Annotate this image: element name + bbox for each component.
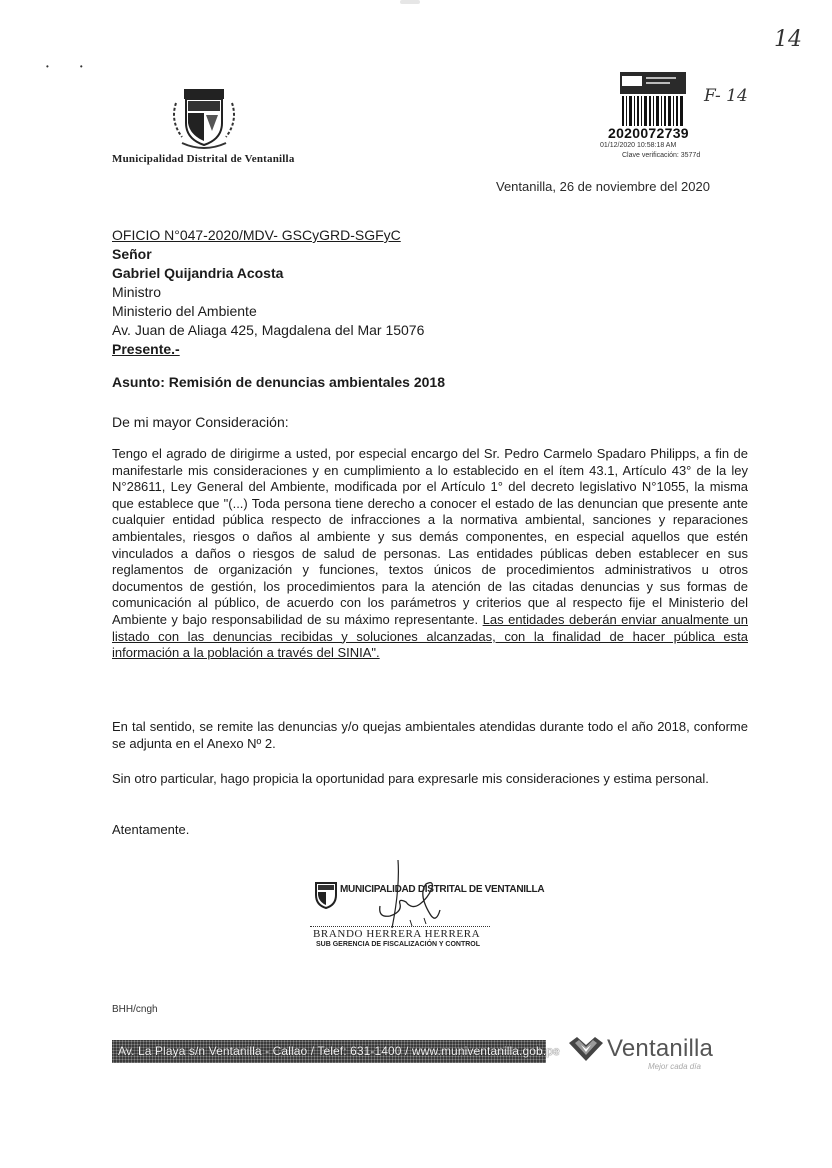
paragraph-1-underlined: Las entidades deberán enviar anualmente un listado con las denuncias recibidas y soluciones alcanzadas, con la finalidad de hacer pública esta información a la población a través del SINIA". [112,611,748,661]
scan-dots: • • [46,62,83,71]
signature-line [310,926,490,927]
recipient-name: Gabriel Quijandria Acosta [112,265,284,281]
subject-label: Asunto: [112,374,165,390]
municipal-crest-logo [168,83,240,153]
presente: Presente.- [112,341,180,357]
oficio-number: OFICIO N°047-2020/MDV- GSCyGRD-SGFyC [112,227,401,243]
registry-datetime: 01/12/2020 10:58:18 AM [600,142,677,149]
recipient-address: Av. Juan de Aliaga 425, Magdalena del Mar 15076 [112,322,425,338]
handwritten-signature [340,858,490,933]
registry-number: 2020072739 [608,125,689,141]
greeting: De mi mayor Consideración: [112,414,289,430]
registry-verification-key: Clave verificación: 3577d [622,152,701,159]
page-number: 14 [774,27,802,52]
letter-date: Ventanilla, 26 de noviembre del 2020 [496,179,710,194]
subject-text: Remisión de denuncias ambientales 2018 [168,374,446,390]
brand-tagline: Mejor cada día [648,1062,701,1071]
recipient-organization: Ministerio del Ambiente [112,303,257,319]
footer-address: Av. La Playa s/n Ventanilla - Callao / Telef: 631-1400 / www.muniventanilla.gob.pe [118,1044,560,1058]
registry-barcode [620,72,686,126]
signer-name: BRANDO HERRERA HERRERA [313,928,481,940]
recipient-title: Ministro [112,284,162,300]
scan-mark [400,0,420,4]
signer-role: SUB GERENCIA DE FISCALIZACIÓN Y CONTROL [316,941,480,948]
body-paragraph-3: Sin otro particular, hago propicia la oportunidad para expresarle mis consideraciones y estima personal. [112,771,709,786]
ventanilla-brand-logo [567,1035,605,1065]
brand-name: Ventanilla [607,1035,714,1062]
reference-initials: BHH/cngh [112,1004,158,1015]
handwritten-reference: F- 14 [704,86,748,106]
signature-stamp-org: MUNICIPALIDAD DISTRITAL DE VENTANILLA [340,884,545,895]
subject-line [112,374,445,390]
body-paragraph-1 [112,446,748,662]
closing: Atentamente. [112,822,190,837]
paragraph-1-text: Tengo el agrado de dirigirme a usted, por especial encargo del Sr. Pedro Carmelo Spadaro Philipps, a fin de manifestarle mis consideraciones y en cumplimiento a lo establecido en el ítem 43.1, Artículo 43° de la ley N°28611, Ley General del Ambiente, modificada por el Artículo 1° del decreto legislativo N°1055, la misma que establece que "(...) Toda persona tiene derecho a conocer el estado de las denuncian que presente ante cualquier entidad pública respecto de infracciones a la normativa ambiental, sanciones y reparaciones ambientales, riesgos o daños al ambiente y sus demás componentes, en especial aquellos que estén vinculados a daños o riesgos de salud de personas. Las entidades públicas deben establecer en sus reglamentos de organización y funciones, textos únicos de procedimientos administrativos u otros documentos de gestión, los procedimientos para la atención de las citadas denuncias y sus formas de comunicación al público, de acuerdo con los parámetros y criterios que al respecto fije el Ministerio del Ambiente y bajo responsabilidad de su máximo representante. [112,446,748,627]
municipality-name: Municipalidad Distrital de Ventanilla [112,153,295,165]
signature-seal-icon [313,879,339,909]
salutation: Señor [112,246,152,262]
body-paragraph-2: En tal sentido, se remite las denuncias y/o quejas ambientales atendidas durante todo el año 2018, conforme se adjunta en el Anexo Nº 2. [112,719,748,751]
